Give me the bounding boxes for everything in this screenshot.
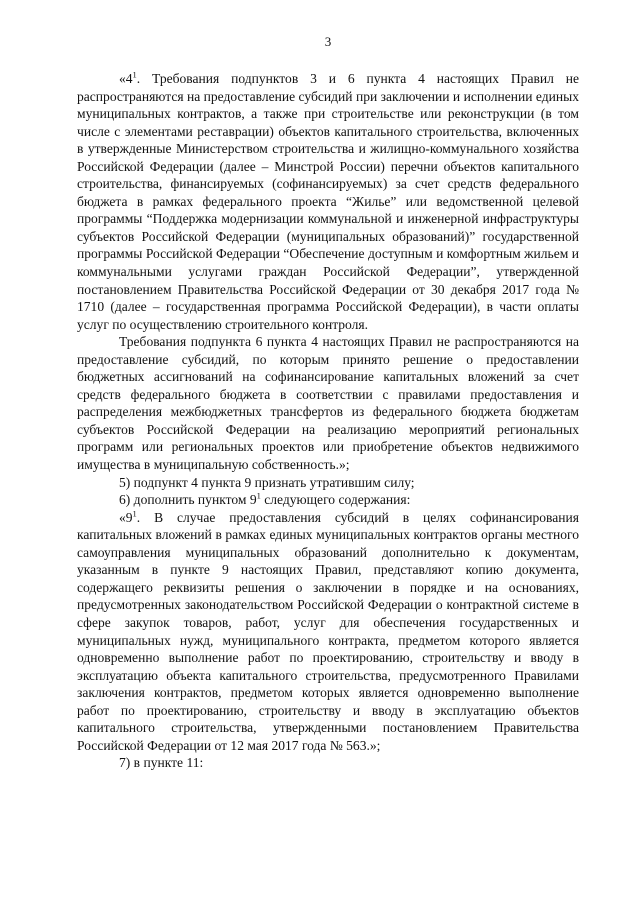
paragraph-text: 7) в пункте 11: [119,755,204,771]
paragraph-item-6 [77,491,579,509]
paragraph-item-9-1 [77,509,579,755]
paragraph-text: следующего содержания: [260,492,411,508]
paragraph-lead: «9 [119,509,133,525]
superscript: 1 [132,69,137,80]
paragraph-requirements-sub-6 [77,333,579,473]
page-number: 3 [324,34,332,49]
paragraph-lead: «4 [119,71,133,86]
paragraph-item-5 [77,474,579,492]
paragraph-text: . Требования подпунктов 3 и 6 пункта 4 настоящих Правил не распространяются на предоставление субсидий при заключении и исполнении единых муниципальных контрактов, а также при строительстве или реконструкции (в том числе с элементами реставрации) объектов капитального строительства, включенных в утвержденные Министерством строительства и жилищно-коммунального хозяйства Российской Федерации (далее – Минстрой России) перечни объектов капитального строительства, финансируемых (софинансируемых) за счет средств федерального бюджета в рамках федерального проекта “Жилье” или ведомственной целевой программы “Поддержка модернизации коммунальной и инженерной инфраструктуры субъектов Российской Федерации (муниципальных образований)” государственной программы Российской Федерации “Обеспечение доступным и комфортным жильем и коммунальными услугами граждан Российской Федерации”, утвержденной постановлением Правительства Российской Федерации от 30 декабря 2017 года № 1710 (далее – государственная программа Российской Федерации), в части оплаты услуг по осуществлению строительного контроля. [77,71,579,332]
paragraph-text: 5) подпункт 4 пункта 9 признать утратившим силу; [119,474,415,490]
paragraph-text: . В случае предоставления субсидий в целях софинансирования капитальных вложений в рамках единых муниципальных контрактов органы местного самоуправления муниципальных образований дополнительно к документам, указанным в пункте 9 настоящих Правил, представляют копию документа, содержащего реквизиты решения о заключении в порядке и на основаниях, предусмотренных законодательством Российской Федерации о контрактной системе в сфере закупок товаров, работ, услуг для обеспечения государственных и муниципальных нужд, муниципального контракта, предметом которого является одновременно выполнение работ по проектированию, строительству и вводу в эксплуатацию объекта капитального строительства, предусмотренного Правилами заключения контрактов, предметом которых является одновременно выполнение работ по проектированию, строительству и вводу в эксплуатацию объектов капитального строительства, утвержденными постановлением Правительства Российской Федерации от 12 мая 2017 года № 563.»; [77,509,579,753]
paragraph-text: Требования подпункта 6 пункта 4 настоящих Правил не распространяются на предоставление субсидий, по которым принято решение о предоставлении бюджетных ассигнований на софинансирование капитальных вложений за счет средств федерального бюджета в соответствии с правилами предоставления и распределения межбюджетных трансфертов из федерального бюджета бюджетам субъектов Российской Федерации на реализацию мероприятий региональных программ или региональных проектов или приобретение объектов недвижимого имущества в муниципальную собственность.»; [77,334,579,473]
paragraph-lead: 6) дополнить пунктом 9 [119,492,257,508]
document-body [77,70,579,772]
paragraph-item-4-1 [77,70,579,333]
superscript: 1 [132,508,137,519]
superscript: 1 [256,490,261,501]
paragraph-item-7 [77,754,579,772]
